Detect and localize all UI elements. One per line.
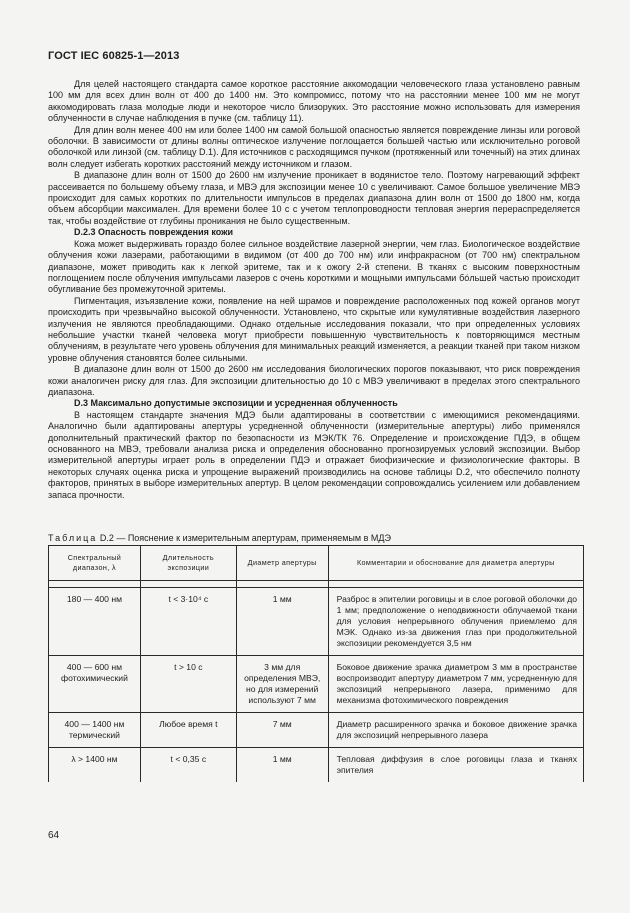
- cell-comment: Боковое движение зрачка диаметром 3 мм в пространстве воспроизводит апертуру диаметром 7 мм, усредненную для экспозиций непрерывного лазера, применимо для механизма фотохимического повреждения: [328, 656, 583, 713]
- table-caption-title: D.2 — Пояснение к измерительным апертурам, применяемым в МДЭ: [99, 533, 391, 543]
- paragraph: В диапазоне длин волн от 1500 до 2600 нм исследования биологических порогов показывают, что риск повреждения кожи аналогичен риску для глаз. Для экспозиции длительностью до 10 с МВЭ увеличивают в пределах этого спектрального диапазона.: [48, 364, 580, 397]
- cell-duration: t < 3·10⁴ с: [140, 588, 236, 656]
- column-header-range: Спектральный диапазон, λ: [49, 546, 141, 581]
- cell-duration: t > 10 с: [140, 656, 236, 713]
- paragraph: Кожа может выдерживать гораздо более сильное воздействие лазерной энергии, чем глаз. Биологическое воздействие облучения кожи лазерами, работающими в видимом (от 400 до 700 нм) или инфракрасном (от 700 нм) спектральном диапазоне, может приводить как к легкой эритеме, так и к ожогу 2-й степени. В тканях с высоким поверхностным поглощением после облучения импульсами лазеров с очень короткими и мощными импульсами бóльшей частью происходит обугливание без промежуточной эритемы.: [48, 238, 580, 295]
- paragraph: Для длин волн менее 400 нм или более 1400 нм самой большой опасностью является повреждение линзы или роговой оболочки. В зависимости от длины волны оптическое излучение поглощается большей частью или исключительно роговой оболочкой или линзой (см. таблицу D.1). Для источников с расходящимся пучком (протяженный или точечный) на этих длинах волн следует избегать коротких расстояний между источником и глазом.: [48, 124, 580, 169]
- table-header-row: [49, 546, 584, 581]
- paragraph: Пигментация, изъязвление кожи, появление на ней шрамов и повреждение расположенных под кожей органов могут происходить при чрезвычайно высокой облученности. Установлено, что скрытые или кумулятивные воздействия лазерного излучения не являются преобладающими. Однако отдельные исследования показали, что при определенных условиях небольшие участки тканей человека могут приобрести повышенную чувствительность к повторяющимся местным облучениям, в результате чего уровень облучения для минимальных реакций изменяется, а реакции тканей при таком низком уровне облучения становятся более сильными.: [48, 295, 580, 363]
- cell-aperture: 1 мм: [236, 748, 328, 783]
- aperture-table: [48, 545, 584, 782]
- table-spacer-row: [49, 581, 584, 588]
- cell-range: 400 — 600 нм фотохимический: [49, 656, 141, 713]
- table-caption: [48, 533, 391, 543]
- paragraph: В настоящем стандарте значения МДЭ были адаптированы в соответствии с имеющимися рекомендациями. Аналогично были адаптированы апертуры усредненной облученности (измерительные апертуры) либо применялся дополнительный практический фактор по безопасности из МЭК/ТК 76. Определение и происхождение ПДЭ, в общем основанного на МВЭ, требовали анализа риска и определения обоснованно прогнозируемых условий экспозиции. Выбор измерительной апертуры играет роль в определении ПДЭ и отражает биофизические и физиологические факторы. В некоторых случаях оценка риска и упрощение выражений производились на основе таблицы D.2, что обеспечило полноту факторов, принятых в выборе измерительных апертур. В целом рекомендации сопровождались усилением или добавлением запаса прочности.: [48, 409, 580, 500]
- table-row: [49, 713, 584, 748]
- cell-comment: Диаметр расширенного зрачка и боковое движение зрачка для экспозиций непрерывного лазера: [328, 713, 583, 748]
- cell-comment: Разброс в эпителии роговицы и в слое роговой оболочки до 1 мм; предположение о неподвижности облучаемой ткани для условия непрерывного облучения приемлемо для МЭК. Однако из-за движения глаз при продолжительной экспозиции рекомендуется 3,5 нм: [328, 588, 583, 656]
- cell-duration: Любое время t: [140, 713, 236, 748]
- table-row: [49, 748, 584, 783]
- cell-range: λ > 1400 нм: [49, 748, 141, 783]
- table-row: [49, 588, 584, 656]
- section-heading-d3: D.3 Максимально допустимые экспозиции и усредненная облученность: [74, 398, 398, 409]
- cell-comment: Тепловая диффузия в слое роговицы глаза и тканях эпителия: [328, 748, 583, 783]
- cell-aperture: 3 мм для определения МВЭ, но для измерений используют 7 мм: [236, 656, 328, 713]
- cell-range: 180 — 400 нм: [49, 588, 141, 656]
- cell-aperture: 7 мм: [236, 713, 328, 748]
- column-header-duration: Длительность экспозиции: [140, 546, 236, 581]
- paragraph: Для целей настоящего стандарта самое короткое расстояние аккомодации человеческого глаза установлено равным 100 мм для всех длин волн от 400 до 1400 нм. Это компромисс, потому что на расстоянии менее 100 мм не могут аккомодировать глаза молодые люди и некоторое число близоруких. Это расстояние можно использовать для измерения облученности в случае наблюдения в пучке (см. таблицу 11).: [48, 79, 580, 124]
- cell-range: 400 — 1400 нм термический: [49, 713, 141, 748]
- document-body: [48, 79, 580, 501]
- section-heading-d23: D.2.3 Опасность повреждения кожи: [74, 227, 234, 238]
- column-header-aperture: Диаметр апертуры: [236, 546, 328, 581]
- page-number: 64: [48, 830, 60, 841]
- column-header-comment: Комментарии и обоснование для диаметра апертуры: [328, 546, 583, 581]
- paragraph: В диапазоне длин волн от 1500 до 2600 нм излучение проникает в водянистое тело. Поэтому нагревающий эффект рассеивается по большему объему глаза, и МВЭ для экспозиции менее 10 с увеличивают. Самое большое увеличение МВЭ происходит для самых коротких по длительности импульсов в пределах диапазона длин волн от 1500 до 1800 нм, когда объем абсорбции максимален. Для времени более 10 с с учетом теплопроводности тепловая энергия перераспределяется так, чтобы воздействие от глубины проникания не было существенным.: [48, 170, 580, 226]
- cell-duration: t < 0,35 с: [140, 748, 236, 783]
- document-header: ГОСТ IEC 60825-1—2013: [48, 50, 180, 62]
- table-caption-label: Таблица: [48, 533, 98, 543]
- table-row: [49, 656, 584, 713]
- cell-aperture: 1 мм: [236, 588, 328, 656]
